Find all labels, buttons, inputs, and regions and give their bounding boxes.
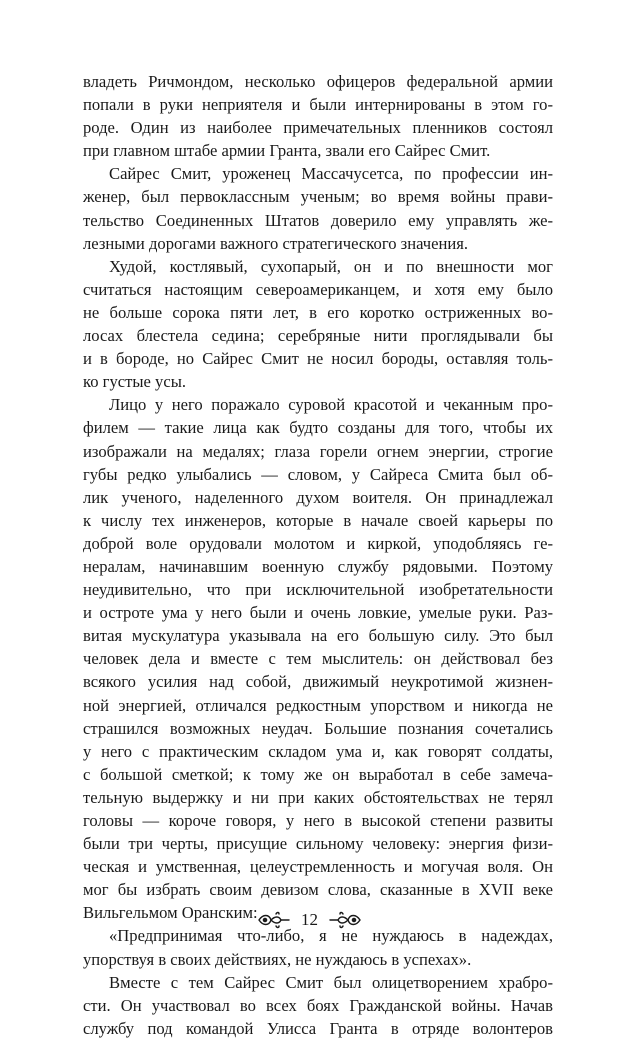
ornament-right-icon — [328, 911, 362, 929]
text-line: лосах блестела седина; серебряные нити проглядывали бы — [83, 326, 553, 346]
text-column — [83, 70, 553, 1040]
text-line: и остроте ума у него были и очень ловкие, умелые руки. Раз- — [83, 603, 553, 623]
text-line: изображали на медалях; глаза горели огнем энергии, строгие — [83, 441, 553, 461]
page-footer — [0, 910, 619, 930]
text-line: тельство Соединенных Штатов доверило ему управлять же- — [83, 210, 553, 230]
text-line: лезными дорогами важного стратегического значения. — [83, 233, 469, 253]
text-line: неудивительно, что при исключительной изобретательности — [83, 580, 553, 600]
text-line: попали в руки неприятеля и были интернированы в этом го- — [83, 95, 553, 115]
text-line: головы — короче говоря, у него в высокой степени развиты — [83, 811, 553, 830]
text-line: нералам, начинавшим военную службу рядовыми. Поэтому — [83, 556, 553, 576]
text-line: Лицо у него поражало суровой красотой и чеканным про- — [109, 395, 553, 415]
text-line: лик ученого, наделенного духом воителя. Он принадлежал — [83, 487, 553, 507]
text-line: сти. Он участвовал во всех боях Гражданской войны. Начав — [83, 995, 553, 1015]
text-line: филем — такие лица как будто созданы для того, чтобы их — [83, 418, 553, 438]
paragraph — [83, 162, 553, 254]
text-line: считаться настоящим североамериканцем, и хотя ему было — [83, 279, 553, 299]
text-line: службу под командой Улисса Гранта в отряде волонтеров — [83, 1018, 553, 1038]
text-line: мог бы избрать своим девизом слова, сказанные в XVII веке — [83, 880, 553, 900]
text-line: тельную выдержку и ни при каких обстоятельствах не терял — [83, 787, 553, 807]
page-body — [83, 70, 553, 1040]
text-line: с большой сметкой; к тому же он выработал в себе замеча- — [83, 764, 553, 784]
text-line: не больше сорока пяти лет, в его коротко остриженных во- — [83, 302, 553, 322]
text-line: упорствуя в своих действиях, не нуждаюсь в успехах». — [83, 949, 472, 969]
paragraph — [83, 971, 553, 1040]
text-line: Сайрес Смит, уроженец Массачусетса, по профессии ин- — [109, 164, 553, 184]
ornament-left-icon — [257, 911, 291, 929]
paragraph — [83, 393, 553, 924]
text-line: ной энергией, отличался редкостным упорством и никогда не — [83, 695, 553, 715]
text-line: доброй воле орудовали молотом и киркой, уподобляясь ге- — [83, 533, 553, 553]
text-line: у него с практическим складом ума и, как говорят солдаты, — [83, 741, 553, 761]
text-line: Вместе с тем Сайрес Смит был олицетворением храбро- — [109, 972, 553, 992]
text-line: губы редко улыбались — словом, у Сайреса Смита был об- — [83, 464, 553, 484]
text-line: страшился возможных неудач. Большие познания сочетались — [83, 718, 553, 738]
paragraph — [83, 255, 553, 394]
text-line: ческая и умственная, целеустремленность и могучая воля. Он — [83, 857, 553, 877]
text-line: Вильгельмом Оранским: — [83, 903, 258, 923]
page-number: 12 — [301, 910, 318, 929]
text-line: всякого усилия над собой, движимый неукротимой жизнен- — [83, 672, 553, 692]
text-line: витая мускулатура указывала на его большую силу. Это был — [83, 626, 553, 646]
text-line: человек дела и вместе с тем мыслитель: он действовал без — [83, 649, 553, 669]
paragraph — [83, 70, 553, 162]
text-line: «Предпринимая что-либо, я не нуждаюсь в надеждах, — [109, 926, 553, 946]
text-line: при главном штабе армии Гранта, звали его Сайрес Смит. — [83, 141, 491, 161]
text-line: владеть Ричмондом, несколько офицеров федеральной армии — [83, 72, 553, 91]
text-line: были три черты, присущие сильному человеку: энергия физи- — [83, 834, 553, 854]
text-line: ко густые усы. — [83, 372, 187, 392]
paragraph — [83, 924, 553, 970]
text-line: и в бороде, но Сайрес Смит не носил бороды, оставляя толь- — [83, 349, 553, 369]
text-line: роде. Один из наиболее примечательных пленников состоял — [83, 118, 553, 138]
text-line: женер, был первоклассным ученым; во время войны прави- — [83, 187, 553, 207]
text-line: к числу тех инженеров, которые в начале своей карьеры по — [83, 510, 553, 530]
text-line: Худой, костлявый, сухопарый, он и по внешности мог — [109, 256, 553, 276]
